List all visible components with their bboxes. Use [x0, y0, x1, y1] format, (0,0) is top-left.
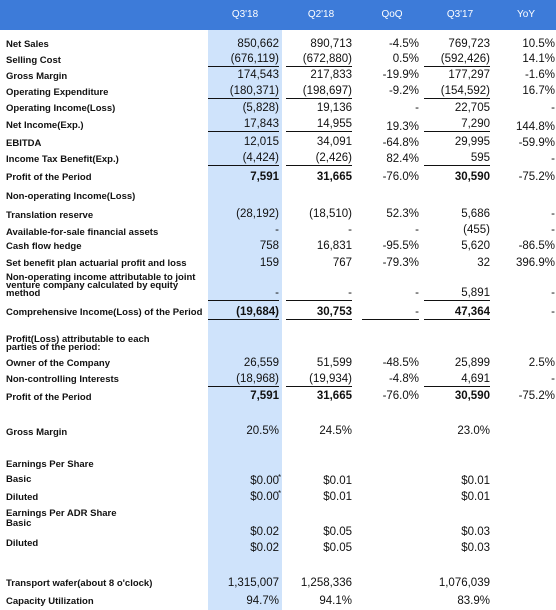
row-label: Profit of the Period — [6, 172, 92, 183]
cell: $0.01 — [461, 491, 490, 503]
cell: - — [551, 306, 555, 318]
row-label: Non-controlling Interests — [6, 374, 119, 385]
cell: - — [415, 102, 419, 114]
row-label: Gross Margin — [6, 427, 68, 438]
cell: - — [362, 306, 419, 320]
header-yoy: YoY — [517, 9, 535, 20]
cell: (28,192) — [236, 208, 279, 220]
cell: - — [551, 102, 555, 114]
cell: 7,591 — [250, 171, 279, 183]
cell: - — [208, 287, 279, 301]
cell: $0.01 — [323, 475, 352, 487]
cell: - — [415, 224, 419, 236]
cell: 14,955 — [286, 118, 352, 132]
cell: -95.5% — [382, 240, 419, 252]
cell: 12,015 — [243, 136, 279, 148]
cell: -76.0% — [382, 390, 419, 402]
cell: $0.02 — [250, 526, 279, 538]
cell: (19,934) — [286, 373, 352, 387]
cell: 159 — [259, 257, 279, 269]
row-label: Comprehensive Income(Loss) of the Period — [6, 307, 203, 318]
cell: 5,620 — [461, 240, 490, 252]
cell: 1,258,336 — [300, 577, 352, 589]
cell: 17,843 — [208, 118, 279, 132]
cell: 34,091 — [316, 136, 352, 148]
cell: $0.00 — [250, 491, 279, 503]
cell: $0.03 — [461, 542, 490, 554]
cell: 14.1% — [522, 53, 555, 65]
cell: 94.1% — [319, 595, 352, 607]
footnote-mark: * — [278, 473, 282, 482]
cell: $0.02 — [250, 542, 279, 554]
cell: 758 — [259, 240, 279, 252]
cell: - — [275, 224, 279, 236]
cell: 19.3% — [386, 121, 419, 133]
cell: 850,662 — [237, 38, 279, 50]
header-q3-18: Q3'18 — [231, 9, 259, 20]
cell: 20.5% — [246, 425, 279, 437]
row-label: Diluted — [6, 538, 39, 549]
cell: 29,995 — [454, 136, 490, 148]
cell: -79.3% — [382, 257, 419, 269]
row-label: Transport wafer(about 8 o'clock) — [6, 578, 153, 589]
cell: - — [551, 153, 555, 165]
cell: (154,592) — [424, 85, 490, 99]
cell: 5,686 — [461, 208, 490, 220]
footnote-mark: * — [278, 489, 282, 498]
cell: -1.6% — [524, 69, 555, 81]
cell: -75.2% — [518, 390, 555, 402]
row-label: Net Sales — [6, 39, 49, 50]
cell: 1,315,007 — [227, 577, 279, 589]
cell: - — [551, 208, 555, 220]
cell: 2.5% — [528, 357, 555, 369]
cell: 595 — [424, 152, 490, 166]
header-qoq: QoQ — [381, 9, 403, 20]
cell: (198,697) — [286, 85, 352, 99]
cell: 47,364 — [424, 306, 490, 320]
row-label: Operating Expenditure — [6, 87, 109, 98]
cell: 24.5% — [319, 425, 352, 437]
row-label: Selling Cost — [6, 55, 61, 66]
cell: 174,543 — [237, 69, 279, 81]
row-label: Gross Margin — [6, 71, 68, 82]
cell: 769,723 — [448, 38, 490, 50]
cell: 51,599 — [316, 357, 352, 369]
cell: 25,899 — [454, 357, 490, 369]
row-label: Translation reserve — [6, 210, 94, 221]
cell: 52.3% — [386, 208, 419, 220]
cell: $0.00 — [250, 475, 279, 487]
cell: - — [415, 287, 419, 299]
cell: (180,371) — [208, 85, 279, 99]
cell: 7,290 — [424, 118, 490, 132]
cell: 5,891 — [424, 287, 490, 301]
cell: (4,424) — [208, 152, 279, 166]
cell: 22,705 — [454, 102, 490, 114]
cell: 7,591 — [250, 390, 279, 402]
cell: $0.01 — [461, 475, 490, 487]
cell: - — [551, 373, 555, 385]
row-label: EBITDA — [6, 138, 42, 149]
cell: 1,076,039 — [438, 577, 490, 589]
cell: 26,559 — [243, 357, 279, 369]
cell: 32 — [477, 257, 490, 269]
cell: 16,831 — [316, 240, 352, 252]
cell: (676,119) — [208, 53, 279, 67]
header-q3-17: Q3'17 — [446, 9, 474, 20]
cell: (672,880) — [286, 53, 352, 67]
cell: 767 — [332, 257, 352, 269]
cell: 890,713 — [310, 38, 352, 50]
cell: (18,510) — [309, 208, 352, 220]
cell: $0.05 — [323, 526, 352, 538]
cell: (19,684) — [208, 306, 279, 320]
cell: -4.8% — [388, 373, 419, 385]
row-label: Basic — [6, 518, 32, 529]
cell: (592,426) — [424, 53, 490, 67]
cell: 31,665 — [316, 390, 352, 402]
cell: -76.0% — [382, 171, 419, 183]
cell: 4,691 — [424, 373, 490, 387]
cell: - — [551, 224, 555, 236]
cell: (5,828) — [242, 102, 279, 114]
cell: 396.9% — [515, 257, 555, 269]
highlight-column — [208, 30, 282, 610]
cell: 83.9% — [457, 595, 490, 607]
cell: -4.5% — [388, 38, 419, 50]
cell: $0.01 — [323, 491, 352, 503]
cell: 23.0% — [457, 425, 490, 437]
cell: 94.7% — [246, 595, 279, 607]
cell: 30,753 — [286, 306, 352, 320]
cell: 144.8% — [515, 121, 555, 133]
row-label: Diluted — [6, 492, 39, 503]
cell: -9.2% — [388, 85, 419, 97]
cell: 10.5% — [522, 38, 555, 50]
row-label: Net Income(Exp.) — [6, 120, 84, 131]
row-label: Set benefit plan actuarial profit and loss — [6, 258, 187, 269]
section-label: Earnings Per Share — [6, 459, 94, 470]
cell: (2,426) — [286, 152, 352, 166]
row-label: Operating Income(Loss) — [6, 103, 116, 114]
cell: $0.05 — [323, 542, 352, 554]
cell: 30,590 — [454, 390, 490, 402]
row-label: Capacity Utilization — [6, 596, 94, 607]
section-label: Earnings Per ADR Share — [6, 508, 117, 519]
cell: - — [348, 224, 352, 236]
cell: (18,968) — [208, 373, 279, 387]
cell: -86.5% — [518, 240, 555, 252]
cell: 177,297 — [448, 69, 490, 81]
cell: 31,665 — [316, 171, 352, 183]
cell: 30,590 — [454, 171, 490, 183]
section-label: Profit(Loss) attributable to each parties of the period: — [6, 334, 150, 353]
row-label: Basic — [6, 474, 32, 485]
cell: -48.5% — [382, 357, 419, 369]
row-label: Profit of the Period — [6, 392, 92, 403]
cell: 217,833 — [310, 69, 352, 81]
row-label: Available-for-sale financial assets — [6, 227, 159, 238]
table-header — [0, 0, 556, 30]
section-label: Non-operating Income(Loss) — [6, 191, 136, 202]
cell: -64.8% — [382, 137, 419, 149]
cell: -19.9% — [382, 69, 419, 81]
cell: -59.9% — [518, 137, 555, 149]
row-label: Non-operating income attributable to joint venture company calculated by equity method — [6, 272, 196, 299]
cell: - — [286, 287, 352, 301]
cell: $0.03 — [461, 526, 490, 538]
cell: - — [551, 287, 555, 299]
row-label: Cash flow hedge — [6, 241, 82, 252]
cell: 0.5% — [392, 53, 419, 65]
header-q2-18: Q2'18 — [307, 9, 335, 20]
cell: 82.4% — [386, 153, 419, 165]
row-label: Income Tax Benefit(Exp.) — [6, 154, 119, 165]
cell: (455) — [463, 224, 490, 236]
cell: 16.7% — [522, 85, 555, 97]
cell: 19,136 — [316, 102, 352, 114]
row-label: Owner of the Company — [6, 358, 110, 369]
cell: -75.2% — [518, 171, 555, 183]
